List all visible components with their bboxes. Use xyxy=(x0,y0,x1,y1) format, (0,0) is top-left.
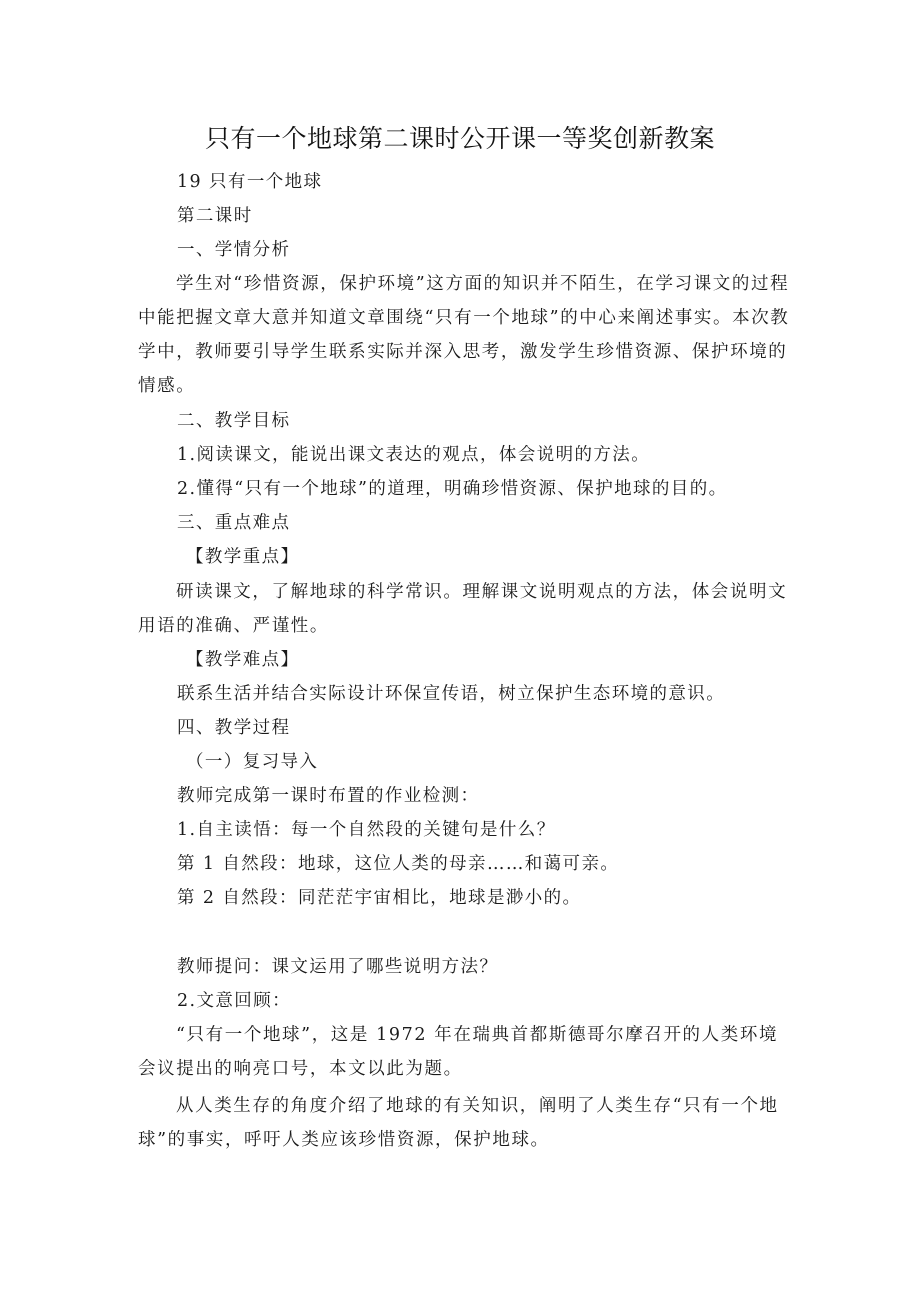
key-point-label: 【教学重点】 xyxy=(186,547,300,567)
task-item-1: 1.自主读悟：每一个自然段的关键句是什么？ xyxy=(177,820,556,840)
task-item-2: 2.文意回顾： xyxy=(177,991,291,1011)
lesson-number: 19 只有一个地球 xyxy=(177,172,323,192)
teacher-question: 教师提问：课文运用了哪些说明方法？ xyxy=(177,957,499,977)
goal-item-2: 2.懂得“只有一个地球”的道理，明确珍惜资源、保护地球的目的。 xyxy=(177,479,728,499)
lesson-period: 第二课时 xyxy=(177,206,253,226)
paragraph-2-key-sentence: 第 2 自然段：同茫茫宇宙相比，地球是渺小的。 xyxy=(177,888,582,908)
section-heading-goals: 二、教学目标 xyxy=(177,411,291,431)
difficulty-text: 联系生活并结合实际设计环保宣传语，树立保护生态环境的意识。 xyxy=(177,684,726,704)
homework-check: 教师完成第一课时布置的作业检测： xyxy=(177,786,480,806)
section-heading-analysis: 一、学情分析 xyxy=(177,240,291,260)
goal-item-1: 1.阅读课文，能说出课文表达的观点，体会说明的方法。 xyxy=(177,445,651,465)
section-heading-key-points: 三、重点难点 xyxy=(177,513,291,533)
key-point-text: 研读课文，了解地球的科学常识。理解课文说明观点的方法，体会说明文用语的准确、严谨性。 xyxy=(138,582,788,636)
review-paragraph-2: 从人类生存的角度介绍了地球的有关知识，阐明了人类生存“只有一个地球”的事实，呼吁人类应该珍惜资源，保护地球。 xyxy=(138,1096,779,1150)
document-title: 只有一个地球第二课时公开课一等奖创新教案 xyxy=(204,124,715,153)
analysis-paragraph: 学生对“珍惜资源，保护环境”这方面的知识并不陌生，在学习课文的过程中能把握文章大意并知道文章围绕“只有一个地球”的中心来阐述事实。本次教学中，教师要引导学生联系实际并深入思考，激发学生珍惜资源、保护环境的情感。 xyxy=(138,274,790,396)
section-heading-process: 四、教学过程 xyxy=(177,718,291,738)
step-heading-review: （一）复习导入 xyxy=(186,752,319,772)
review-paragraph-1: “只有一个地球”，这是 1972 年在瑞典首都斯德哥尔摩召开的人类环境会议提出的响亮口号，本文以此为题。 xyxy=(138,1025,779,1079)
difficulty-label: 【教学难点】 xyxy=(186,650,300,670)
paragraph-1-key-sentence: 第 1 自然段：地球，这位人类的母亲……和蔼可亲。 xyxy=(177,854,620,874)
